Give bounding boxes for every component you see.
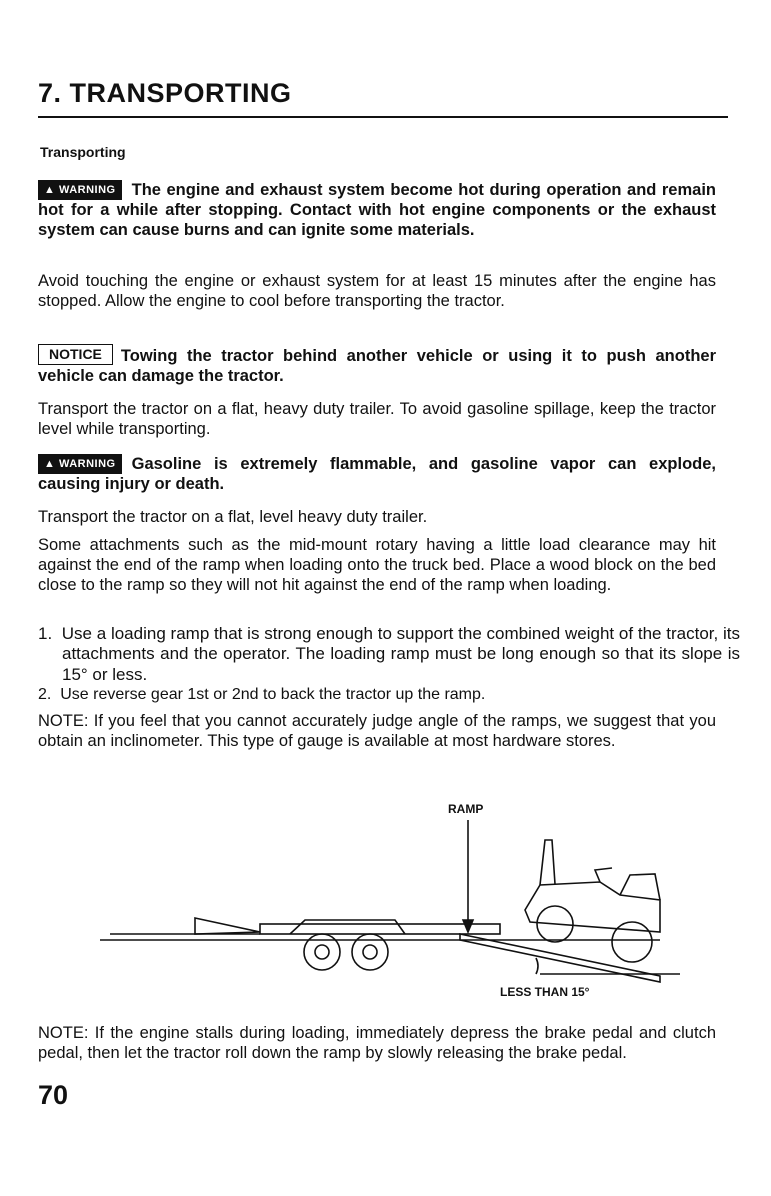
warning-badge-label: WARNING — [58, 458, 116, 470]
list-text: Use reverse gear 1st or 2nd to back the tractor up the ramp. — [60, 686, 486, 703]
warning-triangle-icon: ▲ — [44, 184, 56, 196]
notice-text: Towing the tractor behind another vehicle or using it to push another vehicle can damage the tractor. — [38, 347, 716, 385]
paragraph-attachments: Some attachments such as the mid-mount rotary having a little load clearance may hit against the end of the ramp when loading onto the truck bed. Place a wood block on the bed close to the ramp so they will not hit against the end of the ramp when loading. — [38, 536, 716, 594]
subheading: Transporting — [40, 144, 126, 160]
note-stall: NOTE: If the engine stalls during loading, immediately depress the brake pedal and clutch pedal, then let the tractor roll down the ramp by slowly releasing the brake pedal. — [38, 1024, 716, 1062]
list-number: 1. — [38, 624, 53, 643]
title-divider — [38, 116, 728, 118]
trailer-wheel-hub — [315, 945, 329, 959]
warning-badge — [38, 180, 122, 200]
warning-badge-label: WARNING — [58, 184, 116, 196]
warning-badge — [38, 454, 122, 474]
ramp-pointer-arrowhead — [463, 920, 473, 932]
list-text: Use a loading ramp that is strong enough to support the combined weight of the tractor, its attachments and the operator. The loading ramp must be long enough so that its slope is 15° or less. — [61, 624, 741, 684]
list-item — [38, 685, 740, 704]
list-number: 2. — [38, 686, 52, 703]
warning-gasoline — [38, 454, 716, 495]
warning-text: The engine and exhaust system become hot during operation and remain hot for a while after stopping. Contact with hot engine components or the exhaust system can cause burns and can ignite some materials. — [38, 181, 716, 239]
section-title: 7. TRANSPORTING — [38, 78, 292, 108]
angle-arc — [536, 958, 538, 974]
warning-text: Gasoline is extremely flammable, and gasoline vapor can explode, causing injury or death. — [38, 455, 716, 493]
tractor-body — [525, 882, 660, 932]
paragraph-cooling: Avoid touching the engine or exhaust system for at least 15 minutes after the engine has stopped. Allow the engine to cool before transporting the tractor. — [38, 272, 716, 310]
angle-label: LESS THAN 15° — [500, 985, 590, 999]
list-item — [38, 624, 740, 685]
tractor-steering-wheel — [595, 868, 612, 882]
ramp-illustration — [100, 800, 700, 1000]
notice-badge: NOTICE — [38, 344, 113, 365]
warning-exhaust — [38, 180, 716, 240]
note-inclinometer: NOTE: If you feel that you cannot accurately judge angle of the ramps, we suggest that you obtain an inclinometer. This type of gauge is available at most hardware stores. — [38, 712, 716, 750]
wheel-fender — [290, 920, 405, 934]
notice-towing — [38, 344, 716, 387]
ramp-diagram — [100, 800, 700, 1000]
page-number: 70 — [38, 1080, 69, 1110]
warning-triangle-icon: ▲ — [44, 458, 56, 470]
ramp-label: RAMP — [448, 802, 484, 816]
paragraph-trailer: Transport the tractor on a flat, heavy duty trailer. To avoid gasoline spillage, keep the tractor level while transporting. — [38, 400, 716, 438]
paragraph-level-trailer: Transport the tractor on a flat, level heavy duty trailer. — [38, 508, 428, 526]
trailer-hitch — [195, 918, 260, 934]
tractor-exhaust-pipe — [540, 840, 555, 885]
trailer-wheel-hub — [363, 945, 377, 959]
